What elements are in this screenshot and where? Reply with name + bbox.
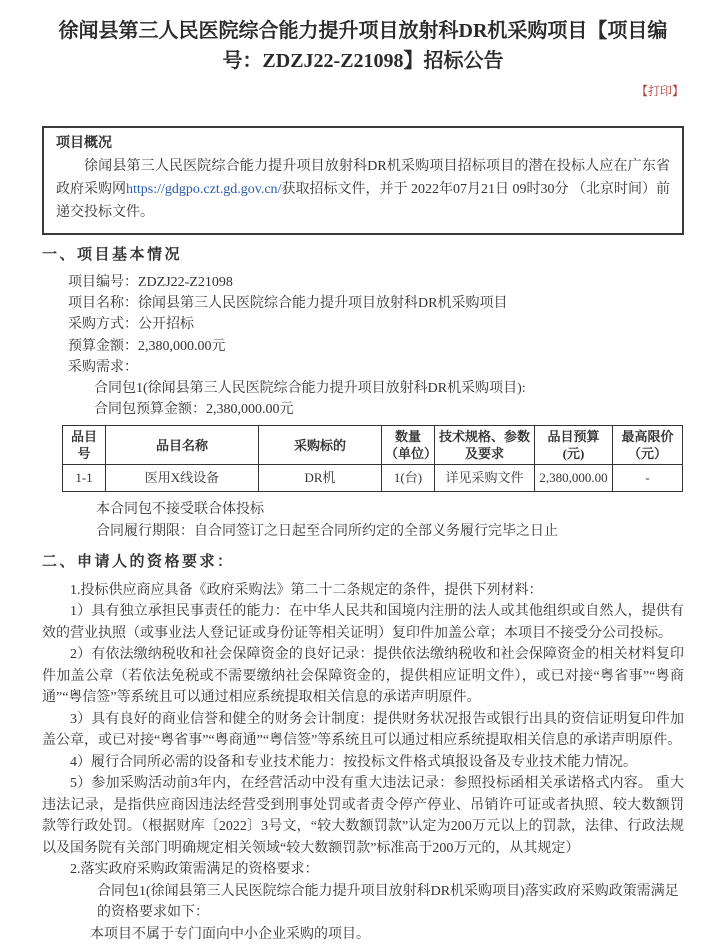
- qualification-requirements: [42, 580, 684, 945]
- col-quantity-unit: 数量（单位）: [382, 426, 435, 465]
- qualification-paragraph-2: 1）具有独立承担民事责任的能力：在中华人民共和国境内注册的法人或其他组织或自然人，提供有效的营业执照（或事业法人登记证或身份证等相关证明）复印件加盖公章；本项目不接受分公司投标。: [42, 604, 684, 641]
- items-table: [62, 425, 683, 492]
- field-label: 项目名称：: [68, 296, 138, 312]
- field-value: 公开招标: [138, 317, 194, 333]
- cell-item-budget: 2,380,000.00: [535, 465, 613, 492]
- section2-heading: 二、申请人的资格要求：: [42, 553, 235, 570]
- contract-package-budget: 合同包预算金额：2,380,000.00元: [94, 402, 294, 418]
- col-item-number: 品目号: [63, 426, 106, 465]
- cell-quantity-unit: 1(台): [382, 465, 435, 492]
- field-project-number: [68, 272, 684, 293]
- overview-text-before-link: 徐闻县第三人民医院综合能力提升项目放射科DR机采购项目招标项目的潜在投标人应在广东省政府采购网: [56, 159, 670, 197]
- cell-item-number: 1-1: [63, 465, 106, 492]
- field-value: 徐闻县第三人民医院综合能力提升项目放射科DR机采购项目: [138, 296, 508, 312]
- qualification-paragraph-1: 1.投标供应商应具备《政府采购法》第二十二条规定的条件，提供下列材料：: [70, 582, 543, 598]
- qualification-paragraph-3: 2）有依法缴纳税收和社会保障资金的良好记录：提供依法缴纳税收和社会保障资金的相关材料复印件加盖公章（若依法免税或不需要缴纳社会保障资金的，提供相应证明文件），或已对接“粤省事”“粤商通”“粤信签”等系统且可以通过相应系统提取相关信息的承诺声明原件。: [42, 647, 684, 706]
- contract-package-line: 合同包1(徐闻县第三人民医院综合能力提升项目放射科DR机采购项目):: [94, 381, 526, 397]
- contract-package-info: [94, 378, 684, 420]
- sme-note-line: 本项目不属于专门面向中小企业采购的项目。: [90, 926, 370, 942]
- qualification-paragraph-6: 5）参加采购活动前3年内，在经营活动中没有重大违法记录：参照投标函相关承诺格式内容。 重大违法记录，是指供应商因违法经营受到刑事处罚或者责令停产停业、吊销许可证或者执照、较大数额罚款等行政处罚。（根据财库〔2022〕3号文，“较大数额罚款”认定为200万元以上的罚款，法律、行政法规以及国务院有关部门明确规定相关领域“较大数额罚款”标准高于200万元的，从其规定）: [42, 776, 684, 856]
- col-item-name: 品目名称: [106, 426, 259, 465]
- field-value: 2,380,000.00元: [138, 338, 226, 354]
- note-no-consortium: 本合同包不接受联合体投标: [96, 502, 264, 518]
- field-budget-amount: [68, 336, 684, 357]
- field-project-name: [68, 293, 684, 314]
- table-row: [63, 465, 683, 492]
- overview-text-after-link: 获取招标文件，并于 2022年07月21日 09时30分 （北京时间）前递交投标文件。: [56, 182, 671, 220]
- project-overview-box: [42, 126, 684, 235]
- cell-tech-specs: 详见采购文件: [435, 465, 535, 492]
- cell-max-price: -: [613, 465, 683, 492]
- col-tech-specs: 技术规格、参数及要求: [435, 426, 535, 465]
- policy-requirement-line: 合同包1(徐闻县第三人民医院综合能力提升项目放射科DR机采购项目)落实政府采购政策需满足的资格要求如下：: [97, 883, 679, 921]
- field-procurement-demand: [68, 357, 684, 378]
- contract-notes: [96, 499, 684, 541]
- qualification-paragraph-7: 2.落实政府采购政策需满足的资格要求：: [70, 862, 319, 878]
- cell-item-name: 医用X线设备: [106, 465, 259, 492]
- field-value: ZDZJ22-Z21098: [138, 275, 233, 290]
- qualification-paragraph-5: 4）履行合同所必需的设备和专业技术能力：按投标文件格式填报设备及专业技术能力情况。: [70, 754, 637, 770]
- col-item-budget: 品目预算(元): [535, 426, 613, 465]
- overview-text: [56, 155, 670, 224]
- print-row: [42, 84, 684, 98]
- field-label: 采购需求：: [68, 359, 138, 375]
- qualification-paragraph-4: 3）具有良好的商业信誉和健全的财务会计制度：提供财务状况报告或银行出具的资信证明复印件加盖公章，或已对接“粤省事”“粤商通”“粤信签”等系统且可以通过相应系统提取相关信息的承诺声明原件。: [42, 711, 684, 749]
- table-header-row: [63, 426, 683, 465]
- cell-procurement-target: DR机: [259, 465, 382, 492]
- field-procurement-method: [68, 314, 684, 335]
- field-label: 预算金额：: [68, 338, 138, 354]
- procurement-site-link[interactable]: https://gdgpo.czt.gd.gov.cn/: [126, 182, 282, 197]
- note-contract-period: 合同履行期限：自合同签订之日起至合同所约定的全部义务履行完毕之日止: [96, 523, 558, 539]
- overview-heading: 项目概况: [56, 136, 112, 151]
- section1-heading: 一、项目基本情况: [42, 247, 183, 263]
- project-fields: [68, 272, 684, 378]
- print-button[interactable]: 【打印】: [635, 84, 684, 98]
- field-label: 项目编号：: [68, 275, 138, 290]
- col-max-price: 最高限价（元）: [613, 426, 683, 465]
- field-label: 采购方式：: [68, 317, 138, 333]
- col-procurement-target: 采购标的: [259, 426, 382, 465]
- page-title: 徐闻县第三人民医院综合能力提升项目放射科DR机采购项目【项目编号：ZDZJ22-Z21098】招标公告: [58, 20, 668, 72]
